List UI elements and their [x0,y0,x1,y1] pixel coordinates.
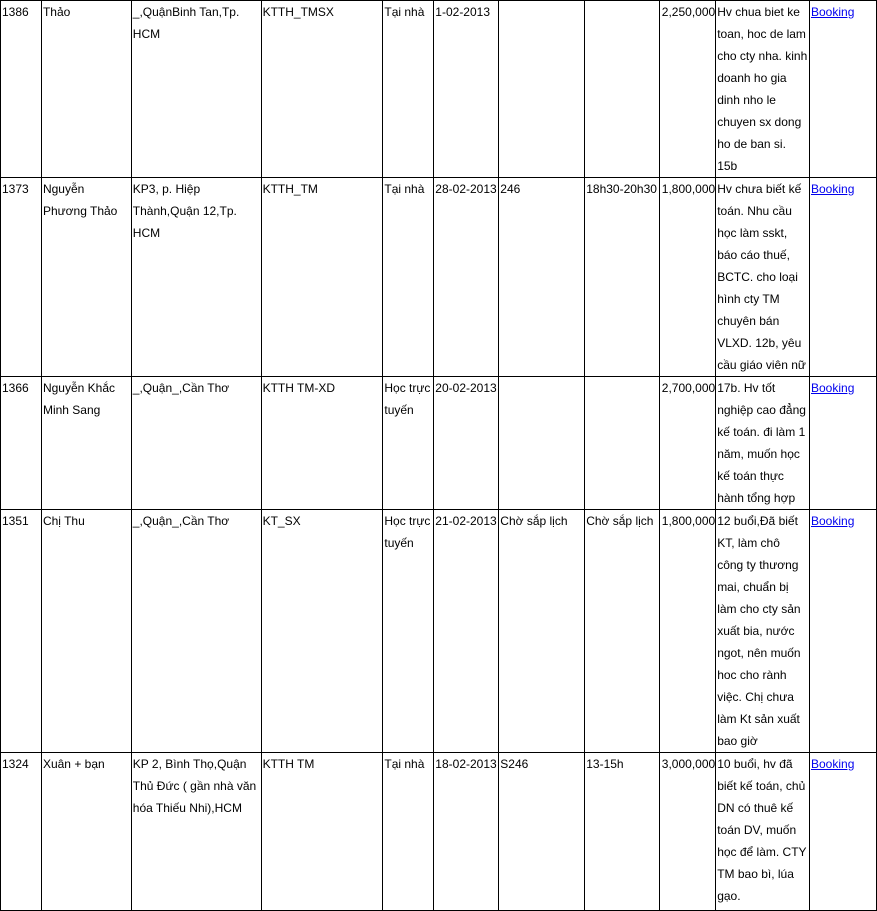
booking-link[interactable]: Booking [811,182,855,196]
note: 12 buổi,Đã biết KT, làm chô công ty thương mai, chuẩn bị làm cho cty sản xuất bia, nước ngot, nên muốn hoc cho rành việc. Chị chưa làm Kt sản xuất bao giờ [716,510,810,753]
student-id: 1373 [1,178,42,377]
table-row [1,178,877,377]
class-time: 13-15h [585,753,660,911]
table-row [1,377,877,510]
study-mode: Học trực tuyến [383,377,434,510]
student-id: 1324 [1,753,42,911]
student-address: _,QuậnBinh Tan,Tp. HCM [131,1,261,178]
student-id: 1386 [1,1,42,178]
room [499,377,585,510]
note: 10 buổi, hv đã biết kế toán, chủ DN có thuê kế toán DV, muốn học để làm. CTY TM bao bì, lúa gạo. [716,753,810,911]
booking-cell [810,178,877,377]
booking-link[interactable]: Booking [811,757,855,771]
course-code: KTTH TM-XD [261,377,383,510]
booking-link[interactable]: Booking [811,381,855,395]
course-code: KTTH_TM [261,178,383,377]
booking-cell [810,377,877,510]
fee: 1,800,000 [660,178,716,377]
course-code: KT_SX [261,510,383,753]
student-id: 1366 [1,377,42,510]
student-address: KP3, p. Hiệp Thành,Quận 12,Tp. HCM [131,178,261,377]
student-name: Nguyễn Phương Thảo [41,178,131,377]
class-time: 18h30-20h30 [585,178,660,377]
student-name: Thảo [41,1,131,178]
student-address: KP 2, Bình Thọ,Quận Thủ Đức ( gần nhà văn hóa Thiếu Nhi),HCM [131,753,261,911]
fee: 2,250,000 [660,1,716,178]
class-time [585,1,660,178]
study-mode: Tại nhà [383,753,434,911]
course-code: KTTH TM [261,753,383,911]
table-row [1,753,877,911]
start-date: 1-02-2013 [434,1,499,178]
start-date: 18-02-2013 [434,753,499,911]
booking-cell [810,753,877,911]
student-name: Nguyễn Khắc Minh Sang [41,377,131,510]
booking-link[interactable]: Booking [811,514,855,528]
room: 246 [499,178,585,377]
booking-cell [810,510,877,753]
study-mode: Tại nhà [383,1,434,178]
table-row [1,1,877,178]
note: Hv chua biet ke toan, hoc de lam cho cty nha. kinh doanh ho gia dinh nho le chuyen sx dong ho de ban si. 15b [716,1,810,178]
note: 17b. Hv tốt nghiệp cao đẳng kế toán. đi làm 1 năm, muốn học kế toán thực hành tổng hợp [716,377,810,510]
room: Chờ sắp lịch [499,510,585,753]
note: Hv chưa biết kế toán. Nhu cầu học làm sskt, báo cáo thuế, BCTC. cho loại hình cty TM chuyên bán VLXD. 12b, yêu cầu giáo viên nữ [716,178,810,377]
fee: 1,800,000 [660,510,716,753]
booking-link[interactable]: Booking [811,5,855,19]
room [499,1,585,178]
fee: 2,700,000 [660,377,716,510]
student-address: _,Quận_,Cần Thơ [131,377,261,510]
study-mode: Tại nhà [383,178,434,377]
room: S246 [499,753,585,911]
class-time [585,377,660,510]
study-mode: Học trực tuyến [383,510,434,753]
student-id: 1351 [1,510,42,753]
table-row [1,510,877,753]
booking-cell [810,1,877,178]
start-date: 28-02-2013 [434,178,499,377]
start-date: 20-02-2013 [434,377,499,510]
student-name: Chị Thu [41,510,131,753]
class-time: Chờ sắp lịch [585,510,660,753]
student-address: _,Quận_,Cần Thơ [131,510,261,753]
start-date: 21-02-2013 [434,510,499,753]
fee: 3,000,000 [660,753,716,911]
student-name: Xuân + bạn [41,753,131,911]
course-code: KTTH_TMSX [261,1,383,178]
